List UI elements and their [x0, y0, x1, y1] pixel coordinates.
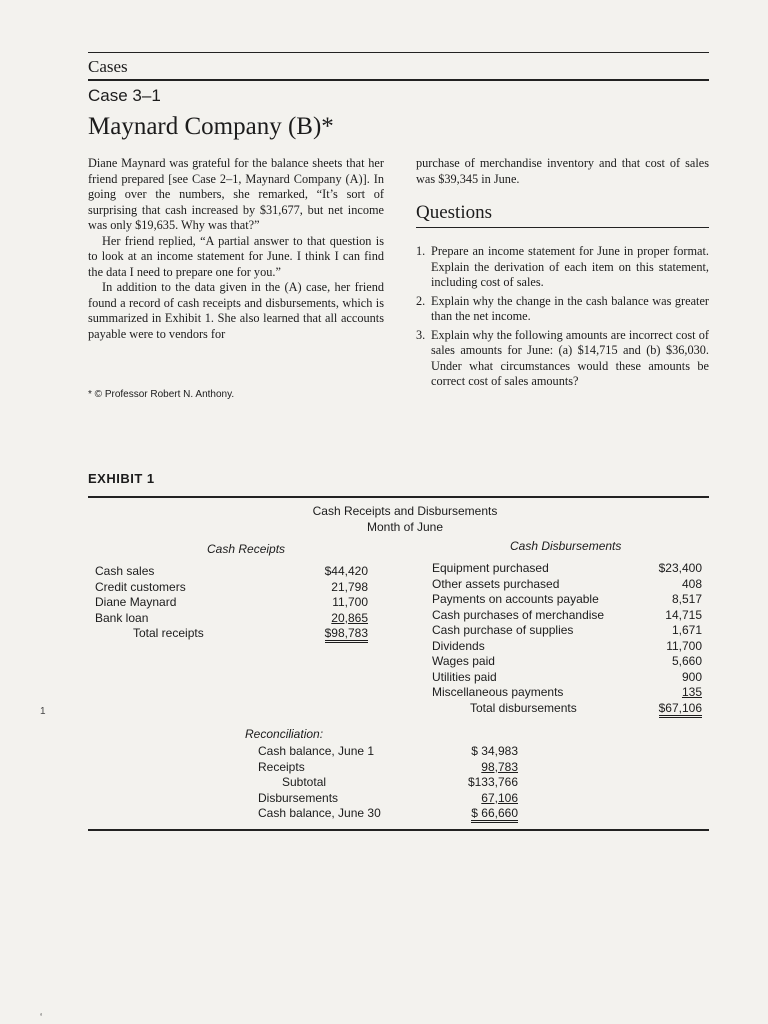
question-number: 3. [416, 327, 426, 342]
disbursement-value: 8,517 [671, 592, 702, 606]
disbursements-values [632, 561, 702, 716]
margin-mark: 1 [40, 706, 46, 717]
receipt-label: Diane Maynard [95, 595, 177, 609]
questions-rule [416, 227, 709, 228]
disbursement-value [632, 685, 702, 701]
question-item [416, 328, 709, 390]
case-text-right-column [416, 156, 709, 187]
reconciliation-label: Cash balance, June 30 [258, 806, 381, 820]
total-disbursements-value [632, 701, 702, 717]
disbursement-label: Cash purchase of supplies [432, 623, 574, 637]
disbursement-label: Equipment purchased [432, 561, 549, 575]
case-title: Maynard Company (B)* [88, 113, 334, 140]
exhibit-title: Cash Receipts and Disbursements [312, 504, 498, 518]
corner-mark: ‘ [40, 1012, 43, 1023]
reconciliation-values [458, 744, 518, 822]
question-number: 2. [416, 293, 426, 308]
paragraph: Her friend replied, “A partial answer to that question is to look at an income statement for June. I think I can find the data I need to prepare one for you.” [88, 233, 384, 279]
receipt-value: $44,420 [324, 564, 368, 578]
receipt-value: 21,798 [331, 579, 368, 594]
receipts-values [300, 564, 368, 642]
reconciliation-value [458, 806, 518, 822]
exhibit-label: EXHIBIT 1 [88, 471, 155, 486]
question-number: 1. [416, 244, 426, 258]
question-text: Explain why the following amounts are incorrect cost of sales amounts for June: (a) $14,715 and (b) $36,030. Under what circumstances would these amounts be correct cost of sales amounts? [431, 327, 709, 388]
reconciliation-value-text: 67,106 [481, 790, 518, 805]
disbursement-label: Dividends [432, 638, 485, 653]
receipts-labels [95, 564, 295, 642]
receipt-label: Credit customers [95, 579, 186, 594]
disbursement-label: Other assets purchased [432, 576, 560, 591]
reconciliation-label: Subtotal [282, 775, 327, 789]
reconciliation-label: Cash balance, June 1 [258, 744, 375, 758]
disbursement-label: Payments on accounts payable [432, 592, 599, 606]
disbursement-label: Wages paid [432, 654, 495, 668]
total-disbursements-value-text: $67,106 [659, 701, 702, 718]
exhibit-top-rule [88, 496, 709, 498]
total-receipts-value-text: $98,783 [325, 626, 368, 643]
paragraph: In addition to the data given in the (A) case, her friend found a record of cash receipts and disbursements, which is summarized in Exhibit 1. She also learned that all accounts payable were to vendors for [88, 280, 384, 341]
section-label: Cases [88, 57, 128, 76]
reconciliation-value-text: 98,783 [481, 759, 518, 774]
reconciliation-value: $133,766 [467, 775, 518, 789]
disbursement-value: 1,671 [671, 623, 702, 637]
question-item [416, 294, 709, 325]
top-rule [88, 52, 709, 53]
case-text-left-column [88, 156, 384, 342]
disbursement-label: Miscellaneous payments [432, 685, 564, 699]
disbursements-labels [432, 561, 632, 716]
question-text: Prepare an income statement for June in proper format. Explain the derivation of each item on this statement, including cost of sales. [431, 244, 709, 289]
disbursement-value: 11,700 [666, 638, 702, 653]
case-number: Case 3–1 [88, 86, 161, 105]
disbursement-value: 14,715 [665, 607, 702, 622]
disbursement-value: 408 [681, 576, 702, 591]
question-text: Explain why the change in the cash balance was greater than the net income. [431, 293, 709, 323]
reconciliation-heading: Reconciliation: [245, 727, 324, 741]
cash-disbursements-heading: Cash Disbursements [510, 539, 622, 553]
reconciliation-value [458, 791, 518, 807]
reconciliation-value: $ 34,983 [471, 744, 518, 758]
paragraph: purchase of merchandise inventory and that cost of sales was $39,345 in June. [416, 156, 709, 186]
questions-heading: Questions [416, 202, 492, 223]
disbursement-value: 900 [681, 669, 702, 684]
cash-receipts-heading: Cash Receipts [207, 542, 286, 556]
receipt-label: Cash sales [95, 564, 155, 578]
exhibit-subtitle: Month of June [366, 520, 444, 534]
question-item [416, 244, 709, 291]
section-rule [88, 79, 709, 81]
disbursement-label: Utilities paid [432, 669, 497, 684]
receipt-value [300, 611, 368, 627]
reconciliation-label: Receipts [258, 759, 305, 774]
reconciliation-labels [258, 744, 458, 822]
reconciliation-value-text: $ 66,660 [471, 806, 518, 823]
exhibit-bottom-rule [88, 829, 709, 831]
disbursement-value: 5,660 [671, 654, 702, 668]
total-disbursements-label: Total disbursements [470, 700, 577, 715]
total-receipts-label: Total receipts [133, 626, 204, 640]
disbursement-value-text: 135 [681, 685, 702, 699]
reconciliation-label: Disbursements [258, 790, 339, 805]
reconciliation-value [458, 760, 518, 776]
paragraph: Diane Maynard was grateful for the balance sheets that her friend prepared [see Case 2–1, Maynard Company (A)]. In going over the numbers, she remarked, “It’s sort of surprising that cash increased by $31,677, but net income was only $19,635. Why was that?” [88, 156, 384, 232]
receipt-label: Bank loan [95, 610, 149, 625]
questions-list [416, 244, 709, 393]
disbursement-label: Cash purchases of merchandise [432, 607, 605, 622]
receipt-value-text: 20,865 [331, 610, 368, 625]
disbursement-value: $23,400 [658, 561, 702, 575]
receipt-value: 11,700 [332, 595, 368, 609]
footnote: * © Professor Robert N. Anthony. [88, 389, 235, 400]
total-receipts-value [300, 626, 368, 642]
